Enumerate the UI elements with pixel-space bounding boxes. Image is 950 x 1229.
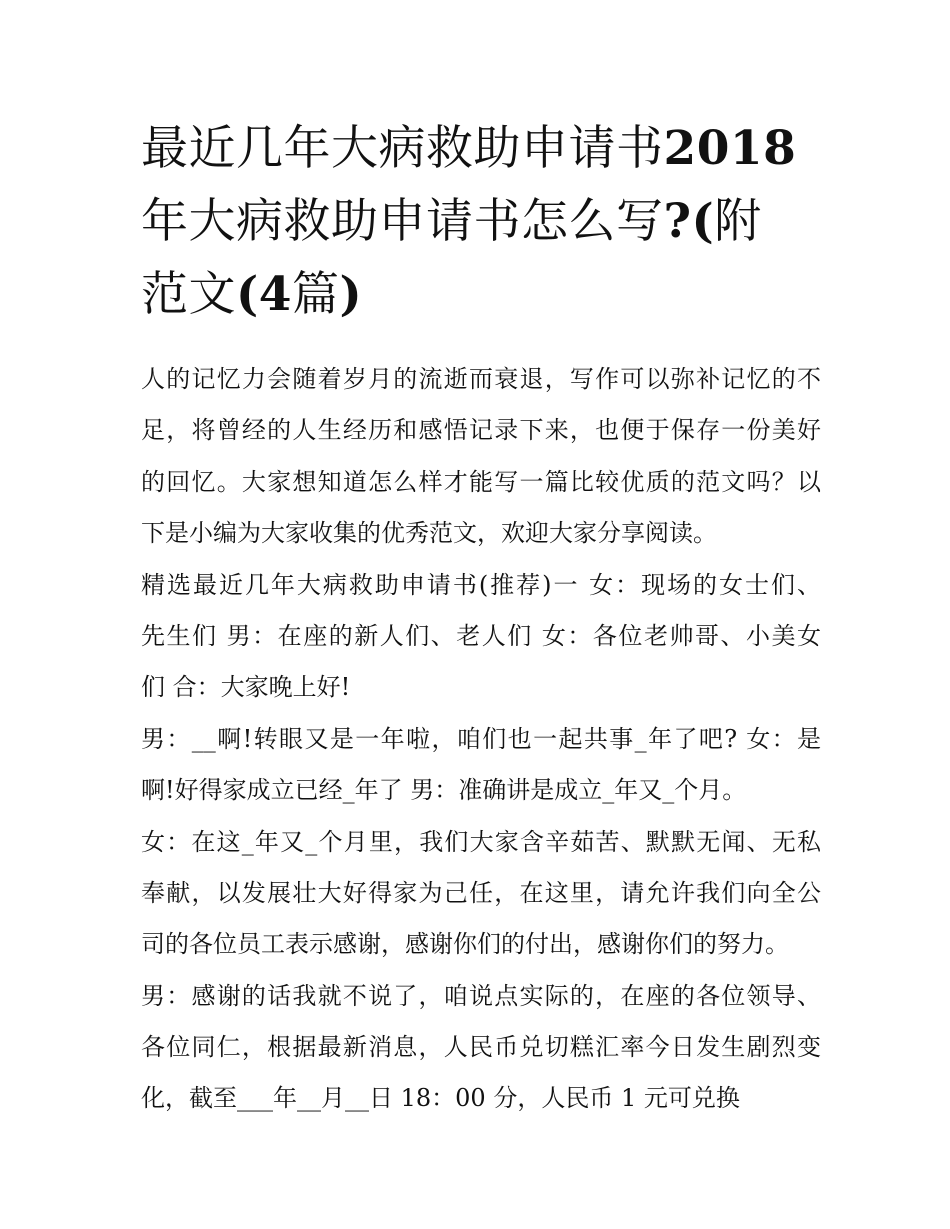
title-part-6: 范文 — [141, 267, 236, 322]
title-part-8: 篇 — [291, 267, 340, 322]
body-line: 化，截至___年__月__日 18：00 分，人民币 1 元可兑换 — [141, 1084, 740, 1113]
body-line: 们 合：大家晚上好! — [141, 673, 351, 702]
body-line: 足，将曾经的人生经历和感悟记录下来，也便于保存一份美好 — [141, 416, 821, 445]
title-year: 2018 — [663, 121, 797, 176]
body-line: 女：在这_年又_个月里，我们大家含辛茹苦、默默无闻、无私 — [141, 827, 821, 856]
title-question-paren: ?( — [663, 194, 715, 249]
body-line: 精选最近几年大病救助申请书(推荐)一 女：现场的女士们、 — [141, 570, 821, 599]
title-count: (4 — [236, 267, 292, 322]
body-line: 男：__啊!转眼又是一年啦，咱们也一起共事_年了吧? 女：是 — [141, 724, 821, 753]
document-title — [141, 112, 821, 331]
title-part-1: 最近几年大病救助申请书 — [141, 121, 664, 176]
body-line: 男：感谢的话我就不说了，咱说点实际的，在座的各位领导、 — [141, 981, 821, 1010]
body-line: 人的记忆力会随着岁月的流逝而衰退，写作可以弥补记忆的不 — [141, 365, 821, 393]
document-body — [141, 354, 821, 1125]
body-line: 各位同仁，根据最新消息，人民币兑切糕汇率今日发生剧烈变 — [141, 1033, 821, 1062]
body-line: 先生们 男：在座的新人们、老人们 女：各位老帅哥、小美女 — [141, 621, 821, 650]
body-line: 啊!好得家成立已经_年了 男：准确讲是成立_年又_个月。 — [141, 776, 747, 805]
body-line: 下是小编为大家收集的优秀范文，欢迎大家分享阅读。 — [141, 519, 717, 548]
body-line: 司的各位员工表示感谢，感谢你们的付出，感谢你们的努力。 — [141, 930, 789, 959]
title-close-paren: ) — [339, 267, 363, 322]
body-line: 的回忆。大家想知道怎么样才能写一篇比较优质的范文吗？以 — [141, 467, 821, 496]
title-part-3: 年大病救助申请书怎么写 — [141, 194, 664, 249]
title-part-5: 附 — [714, 194, 762, 249]
body-line: 奉献，以发展壮大好得家为己任，在这里，请允许我们向全公 — [141, 878, 821, 907]
